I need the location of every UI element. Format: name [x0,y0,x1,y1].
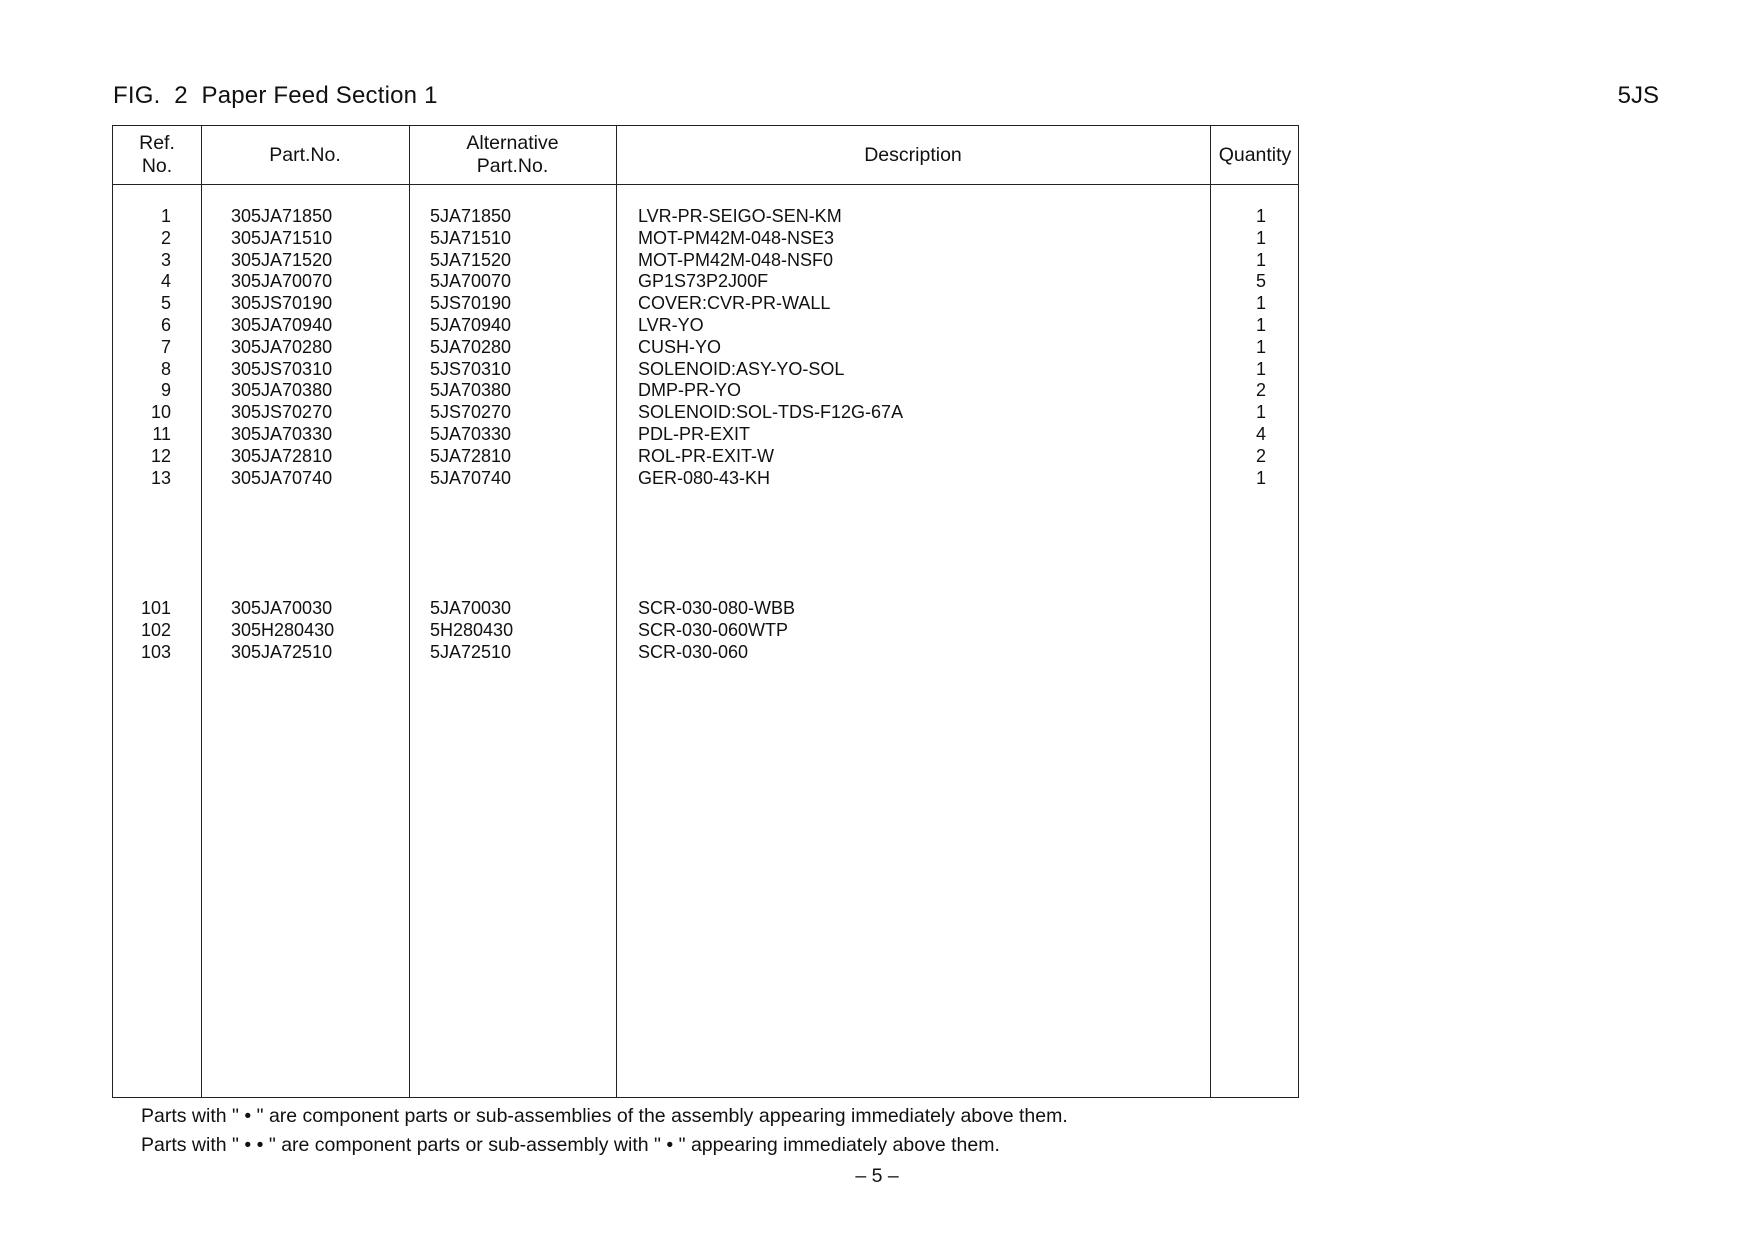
alternative-part-no-cell: 5JA70280 [430,336,512,357]
table-row [113,446,1298,468]
description-cell: LVR-YO [638,314,704,335]
part-no-cell: 305JA70070 [231,271,333,292]
table-row [113,271,1298,293]
part-no-cell: 305JA72510 [231,641,333,662]
table-row [113,620,1298,642]
description-cell: GER-080-43-KH [638,467,771,488]
description-header-label: Description [864,143,962,166]
quantity-cell: 1 [1255,227,1266,248]
quantity-cell: 1 [1255,293,1266,314]
part-no-cell: 305JA71520 [231,249,333,270]
table-row [113,337,1298,359]
part-no-cell: 305JA71510 [231,227,333,248]
table-row [113,468,1298,490]
description-cell: ROL-PR-EXIT-W [638,445,775,466]
alternative-part-no-cell: 5JS70270 [430,402,512,423]
quantity-cell: 5 [1255,271,1266,292]
ref-no-cell: 6 [160,314,171,335]
ref-no-cell: 7 [160,336,171,357]
quantity-cell: 2 [1255,380,1266,401]
part-no-cell: 305JA70740 [231,467,333,488]
alternative-part-no-cell: 5JA70740 [430,467,512,488]
quantity-cell: 1 [1255,336,1266,357]
description-cell: GP1S73P2J00F [638,271,769,292]
ref-no-cell: 9 [160,380,171,401]
ref-no-cell: 1 [160,206,171,226]
quantity-header [1210,126,1300,184]
table-row [113,424,1298,446]
description-cell: DMP-PR-YO [638,380,741,401]
ref-no-cell: 13 [150,467,171,488]
quantity-cell: 4 [1255,423,1266,444]
parts-table [112,125,1299,1098]
alternative-part-no-cell: 5JS70310 [430,358,512,379]
alternative-part-no-cell: 5JA72810 [430,445,512,466]
quantity-cell: 1 [1255,402,1266,423]
part-no-cell: 305JA72810 [231,445,333,466]
ref-no-cell: 8 [160,358,171,379]
alternative-part-no-cell: 5H280430 [430,620,514,641]
ref-no-cell: 102 [140,620,171,641]
alternative-part-no-cell: 5JA70070 [430,271,512,292]
part-no-cell: 305JS70310 [231,358,333,379]
description-cell: PDL-PR-EXIT [638,423,751,444]
description-cell: SCR-030-080-WBB [638,598,796,619]
page-number: – 5 – [855,1165,899,1187]
ref-no-cell: 11 [152,423,171,444]
description-cell: LVR-PR-SEIGO-SEN-KM [638,206,842,226]
part-no-cell: 305H280430 [231,620,335,641]
description-cell: SOLENOID:SOL-TDS-F12G-67A [638,402,904,423]
ref-no-cell: 3 [160,249,171,270]
description-header [616,126,1210,184]
description-cell: SOLENOID:ASY-YO-SOL [638,358,845,379]
alternative-part-no-cell: 5JA71520 [430,249,512,270]
description-cell: CUSH-YO [638,336,722,357]
part-no-cell: 305JA71850 [231,206,333,226]
alternative-part-no-cell: 5JA71850 [430,206,512,226]
quantity-cell: 1 [1255,314,1266,335]
model-code: 5JS [1617,82,1659,109]
alternative-part-no-cell: 5JA72510 [430,641,512,662]
table-row [113,359,1298,381]
alternative-part-no-cell: 5JA70030 [430,598,512,619]
table-row [113,380,1298,402]
part-no-header [201,126,409,184]
quantity-cell: 1 [1255,358,1266,379]
part-no-cell: 305JS70190 [231,293,333,314]
quantity-cell: 2 [1255,445,1266,466]
table-row [113,228,1298,250]
table-row [113,315,1298,337]
ref-no-cell: 2 [160,227,171,248]
ref-no-cell: 101 [140,598,171,619]
table-row [113,642,1298,664]
table-row [113,206,1298,228]
table-row [113,250,1298,272]
ref-no-cell: 12 [150,445,171,466]
quantity-cell: 1 [1255,249,1266,270]
quantity-cell: 1 [1255,206,1266,226]
alternative-part-no-header [409,126,616,184]
alternative-part-no-cell: 5JS70190 [430,293,512,314]
part-no-cell: 305JS70270 [231,402,333,423]
header-divider [113,184,1298,185]
ref-no-cell: 10 [150,402,171,423]
part-no-cell: 305JA70330 [231,423,333,444]
figure-title: FIG. 2 Paper Feed Section 1 [113,82,438,109]
part-no-cell: 305JA70280 [231,336,333,357]
alternative-part-no-cell: 5JA70380 [430,380,512,401]
quantity-header-label: Quantity [1218,143,1292,166]
table-row [113,598,1298,620]
footnote-single-dot: Parts with " • " are component parts or sub-assemblies of the assembly appearing immediately above them. [141,1105,1068,1127]
alternative-part-no-cell: 5JA70940 [430,314,512,335]
ref-no-cell: 103 [140,641,171,662]
table-body [113,206,1298,664]
footnote-double-dot: Parts with " • • " are component parts or sub-assembly with " • " appearing immediately above them. [141,1134,1000,1156]
alternative-part-no-cell: 5JA70330 [430,423,512,444]
part-no-header-label: Part.No. [269,143,341,166]
description-cell: SCR-030-060 [638,641,749,662]
ref-no-cell: 4 [160,271,171,292]
description-cell: MOT-PM42M-048-NSF0 [638,249,834,270]
ref-no-cell: 5 [160,293,171,314]
quantity-cell: 1 [1255,467,1266,488]
description-cell: COVER:CVR-PR-WALL [638,293,831,314]
part-no-cell: 305JA70030 [231,598,333,619]
part-no-cell: 305JA70940 [231,314,333,335]
alternative-part-no-header-label: Alternative Part.No. [466,132,559,177]
ref-no-header-label: Ref. No. [139,132,175,177]
ref-no-header [113,126,201,184]
table-row [113,402,1298,424]
description-cell: SCR-030-060WTP [638,620,789,641]
table-row [113,293,1298,315]
description-cell: MOT-PM42M-048-NSE3 [638,227,835,248]
part-no-cell: 305JA70380 [231,380,333,401]
alternative-part-no-cell: 5JA71510 [430,227,512,248]
